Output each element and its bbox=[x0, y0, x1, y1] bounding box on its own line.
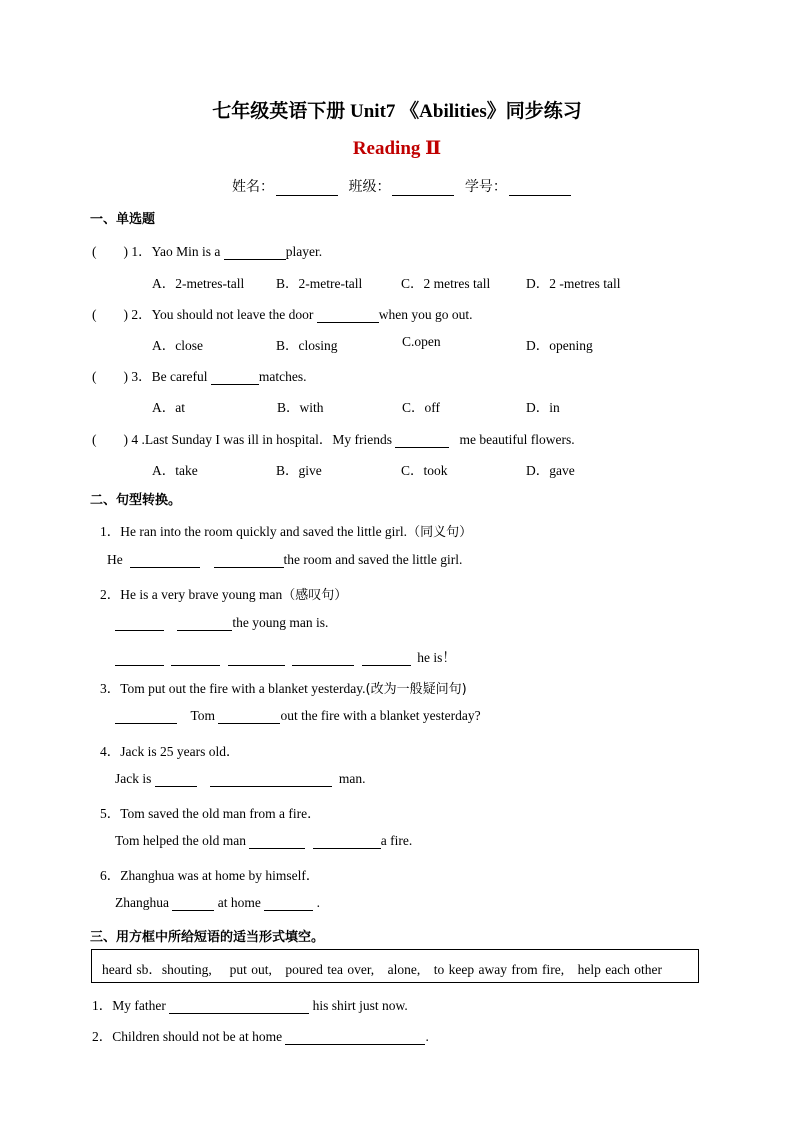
name-field[interactable] bbox=[276, 181, 338, 196]
transform-question-3 bbox=[100, 677, 467, 697]
answer-blank[interactable] bbox=[115, 652, 164, 666]
title-cn-suffix: 同步练习 bbox=[505, 100, 582, 122]
option-b[interactable]: B．closing bbox=[276, 338, 338, 353]
answer-line bbox=[115, 708, 481, 724]
question-text: Be careful bbox=[151, 369, 208, 384]
answer-line bbox=[115, 646, 456, 666]
title-cn-prefix: 七年级英语下册 bbox=[212, 100, 346, 122]
question-number: 4 . bbox=[131, 432, 145, 447]
fill-question-2 bbox=[92, 1025, 429, 1045]
option-c[interactable]: C.open bbox=[402, 334, 441, 349]
question-text: 2．He is a very brave young man bbox=[100, 587, 283, 602]
class-field[interactable] bbox=[392, 181, 454, 196]
answer-text: a fire. bbox=[380, 833, 413, 848]
question-text: me beautiful flowers. bbox=[459, 432, 575, 447]
option-d[interactable]: D．in bbox=[526, 400, 560, 415]
answer-paren[interactable]: ( ) bbox=[92, 307, 128, 322]
question-text: 1．My father bbox=[92, 998, 166, 1013]
transform-question-4: 4．Jack is 25 years old． bbox=[100, 744, 240, 759]
question-note: （同义句） bbox=[407, 525, 473, 540]
answer-line bbox=[115, 895, 320, 911]
question-note: (改为一般疑问句) bbox=[365, 682, 467, 697]
page-title bbox=[0, 96, 794, 123]
question-1 bbox=[92, 240, 322, 260]
answer-blank[interactable] bbox=[172, 897, 214, 911]
title-en: Unit7 《Abilities》 bbox=[345, 101, 506, 122]
question-text: Yao Min is a bbox=[151, 244, 221, 259]
answer-text: man. bbox=[338, 771, 366, 786]
answer-line bbox=[115, 615, 328, 631]
class-label: 班级： bbox=[348, 179, 391, 195]
question-number: 3． bbox=[131, 369, 152, 384]
answer-blank[interactable] bbox=[211, 371, 259, 385]
option-a[interactable]: A．take bbox=[152, 463, 198, 478]
section-heading: 二、句型转换。 bbox=[90, 493, 182, 508]
option-a[interactable]: A．2-metres-tall bbox=[152, 276, 245, 291]
question-text: . bbox=[425, 1029, 429, 1044]
answer-paren[interactable]: ( ) bbox=[92, 369, 128, 384]
option-a[interactable]: A．at bbox=[152, 400, 185, 415]
transform-question-6: 6．Zhanghua was at home by himself． bbox=[100, 868, 320, 883]
student-info-row bbox=[232, 176, 577, 196]
question-3 bbox=[92, 365, 306, 385]
question-text: when you go out. bbox=[378, 307, 473, 322]
question-text: matches. bbox=[258, 369, 307, 384]
answer-text: out the fire with a blanket yesterday? bbox=[280, 708, 481, 723]
answer-blank[interactable] bbox=[224, 246, 286, 260]
question-text: 3．Tom put out the fire with a blanket yesterday. bbox=[100, 681, 366, 696]
answer-blank[interactable] bbox=[285, 1031, 425, 1045]
option-c[interactable]: C．off bbox=[402, 400, 441, 415]
answer-blank[interactable] bbox=[228, 652, 285, 666]
question-text: 1．He ran into the room quickly and saved the little girl. bbox=[100, 524, 408, 539]
answer-blank[interactable] bbox=[395, 434, 449, 448]
page-subtitle: Reading Ⅱ bbox=[352, 138, 442, 159]
question-text: Last Sunday I was ill in hospital．My friends bbox=[144, 432, 392, 447]
option-c[interactable]: C．2 metres tall bbox=[401, 276, 491, 291]
question-number: 1． bbox=[131, 244, 152, 259]
transform-question-5: 5．Tom saved the old man from a fire． bbox=[100, 806, 321, 821]
question-text: his shirt just now. bbox=[312, 998, 408, 1013]
name-label: 姓名： bbox=[232, 179, 274, 195]
id-field[interactable] bbox=[509, 181, 571, 196]
question-text: 2．Children should not be at home bbox=[92, 1029, 283, 1044]
answer-text: Tom bbox=[190, 708, 216, 723]
answer-blank[interactable] bbox=[249, 835, 305, 849]
question-text: You should not leave the door bbox=[151, 307, 314, 322]
answer-text: he is！ bbox=[417, 650, 456, 665]
answer-blank[interactable] bbox=[313, 835, 381, 849]
answer-line bbox=[115, 833, 412, 849]
option-a[interactable]: A．close bbox=[152, 338, 203, 353]
answer-text: Tom helped the old man bbox=[115, 833, 247, 848]
option-c[interactable]: C．took bbox=[401, 463, 448, 478]
phrase-box-text: heard sb．shouting, put out, poured tea over, alone, to keep away from fire, help each other bbox=[102, 962, 663, 977]
answer-blank[interactable] bbox=[130, 554, 200, 568]
answer-line bbox=[115, 771, 366, 787]
answer-blank[interactable] bbox=[362, 652, 411, 666]
answer-blank[interactable] bbox=[177, 617, 232, 631]
transform-question-1 bbox=[100, 520, 472, 540]
answer-blank[interactable] bbox=[155, 773, 197, 787]
question-text: player. bbox=[285, 244, 323, 259]
answer-blank[interactable] bbox=[115, 710, 177, 724]
answer-text: the young man is. bbox=[232, 615, 329, 630]
option-b[interactable]: B．give bbox=[276, 463, 322, 478]
answer-blank[interactable] bbox=[264, 897, 313, 911]
answer-blank[interactable] bbox=[115, 617, 164, 631]
answer-text: Jack is bbox=[115, 771, 152, 786]
answer-text: He bbox=[107, 552, 123, 567]
question-note: （感叹句） bbox=[282, 588, 348, 603]
fill-question-1 bbox=[92, 994, 408, 1014]
answer-blank[interactable] bbox=[214, 554, 284, 568]
answer-blank[interactable] bbox=[210, 773, 332, 787]
answer-blank[interactable] bbox=[218, 710, 280, 724]
answer-line bbox=[107, 552, 462, 568]
option-d[interactable]: D．gave bbox=[526, 463, 575, 478]
answer-blank[interactable] bbox=[171, 652, 220, 666]
phrase-box bbox=[91, 949, 699, 983]
id-label: 学号： bbox=[464, 179, 507, 195]
transform-question-2 bbox=[100, 583, 347, 603]
answer-text: Zhanghua bbox=[115, 895, 169, 910]
answer-text: at home bbox=[217, 895, 261, 910]
option-d[interactable]: D．opening bbox=[526, 338, 593, 353]
answer-paren[interactable]: ( ) bbox=[92, 244, 128, 259]
answer-blank[interactable] bbox=[317, 309, 379, 323]
option-b[interactable]: B．with bbox=[277, 400, 324, 415]
answer-blank[interactable] bbox=[169, 1000, 309, 1014]
answer-blank[interactable] bbox=[292, 652, 354, 666]
section-heading: 三、用方框中所给短语的适当形式填空。 bbox=[90, 930, 325, 945]
question-4 bbox=[92, 428, 575, 448]
option-d[interactable]: D．2 -metres tall bbox=[526, 276, 621, 291]
section-heading: 一、单选题 bbox=[90, 212, 156, 227]
question-2 bbox=[92, 303, 473, 323]
option-b[interactable]: B．2-metre-tall bbox=[276, 276, 363, 291]
answer-paren[interactable]: ( ) bbox=[92, 432, 128, 447]
answer-text: . bbox=[316, 895, 320, 910]
question-number: 2． bbox=[131, 307, 152, 322]
answer-text: the room and saved the little girl. bbox=[283, 552, 463, 567]
